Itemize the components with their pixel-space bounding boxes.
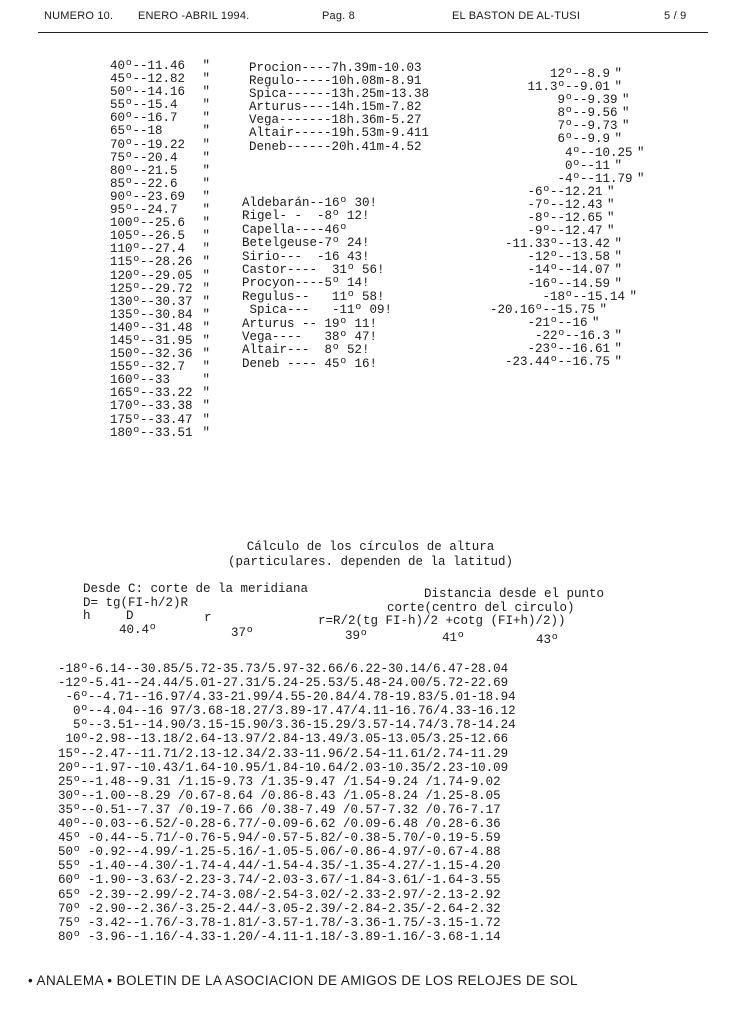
value-text: 75º--20.4 bbox=[110, 150, 178, 165]
desde-c-label: Desde C: corte de la meridiana bbox=[83, 582, 309, 596]
latitude-value-row bbox=[110, 178, 210, 191]
ditto-mark: " bbox=[202, 373, 210, 388]
latitude-value-row bbox=[110, 322, 210, 335]
star-declination-row: Rigel- - -8º 12! bbox=[242, 209, 370, 224]
altitude-circles-table bbox=[58, 662, 516, 944]
value-text: -22º--16.3 bbox=[490, 328, 611, 343]
ditto-mark: " bbox=[202, 347, 210, 362]
ditto-mark: " bbox=[614, 355, 623, 370]
ditto-mark: " bbox=[202, 268, 210, 283]
value-text: 95º--24.7 bbox=[110, 203, 178, 218]
value-text: 150º--32.36 bbox=[110, 347, 193, 362]
value-text: 115º--28.26 bbox=[110, 255, 193, 270]
ditto-mark: " bbox=[202, 412, 210, 427]
value-text: 55º--15.4 bbox=[110, 98, 178, 113]
star-times-list bbox=[249, 62, 429, 154]
ditto-mark: " bbox=[202, 189, 210, 204]
table-row: 0º--4.04--16 97/3.68-18.27/3.89-17.47/4.11-16.76/4.33-16.12 bbox=[58, 704, 516, 719]
value-text: -4º--11.79 bbox=[490, 171, 633, 186]
value-text: 155º--32.7 bbox=[110, 360, 186, 375]
formula-d: D= tg(FI-h/2)R bbox=[83, 596, 189, 610]
value-text: 160º--33 bbox=[110, 373, 171, 388]
latitude-values-list bbox=[110, 60, 210, 440]
star-declination-row: Sirio--- -16 43! bbox=[242, 249, 370, 264]
ditto-mark: " bbox=[607, 211, 615, 226]
page-number: Pag. 8 bbox=[322, 10, 356, 22]
footer-bullet-left: • bbox=[28, 973, 34, 988]
star-time-row: Regulo-----10h.08m-8.91 bbox=[249, 74, 422, 89]
value-text: 140º--31.48 bbox=[110, 320, 193, 335]
ditto-mark: " bbox=[614, 158, 623, 173]
value-text: 165º--33.22 bbox=[110, 386, 193, 401]
value-text: -8º--12.65 bbox=[490, 211, 603, 226]
value-text: 110º--27.4 bbox=[110, 242, 186, 257]
table-row: 45º -0.44--5.71/-0.76-5.94/-0.57-5.82/-0.38-5.70/-0.19-5.59 bbox=[58, 831, 501, 846]
lat-43-label: 43º bbox=[536, 633, 559, 647]
table-row: 35º--0.51--7.37 /0.19-7.66 /0.38-7.49 /0.57-7.32 /0.76-7.17 bbox=[58, 802, 501, 817]
star-declinations-list bbox=[242, 197, 392, 371]
ditto-mark: " bbox=[614, 250, 623, 265]
star-declination-row: Altair--- 8º 52! bbox=[242, 343, 370, 358]
col-h-label: h bbox=[83, 609, 91, 623]
ditto-mark: " bbox=[202, 98, 210, 113]
section-title: Cálculo de los círculos de altura bbox=[246, 540, 495, 554]
ditto-mark: " bbox=[202, 203, 210, 218]
value-text: 170º--33.38 bbox=[110, 399, 193, 414]
table-row: -18º-6.14--30.85/5.72-35.73/5.97-32.66/6.22-30.14/6.47-28.04 bbox=[58, 662, 509, 676]
value-text: -18º--15.14 bbox=[490, 289, 626, 304]
table-row: 15º--2.47--11.71/2.13-12.34/2.33-11.96/2.54-11.61/2.74-11.29 bbox=[58, 746, 509, 761]
ditto-mark: " bbox=[614, 237, 623, 252]
star-declination-row: Spica--- -11º 09! bbox=[242, 303, 393, 318]
value-text: 105º--26.5 bbox=[110, 229, 186, 244]
table-row: 65º -2.39--2.99/-2.74-3.08/-2.54-3.02/-2.33-2.97/-2.13-2.92 bbox=[58, 887, 501, 902]
table-row: 55º -1.40--4.30/-1.74-4.44/-1.54-4.35/-1.35-4.27/-1.15-4.20 bbox=[58, 859, 501, 874]
formula-r: r=R/2(tg FI-h)/2 +cotg (FI+h)/2)) bbox=[318, 614, 566, 628]
lat-39-label: 39º bbox=[345, 629, 368, 643]
col-D-label: D bbox=[126, 609, 134, 623]
value-text: 11.3º--9.01 bbox=[490, 80, 611, 95]
table-row: 75º -3.42--1.76/-3.78-1.81/-3.57-1.78/-3.36-1.75/-3.15-1.72 bbox=[58, 915, 501, 930]
latitude-value-row bbox=[110, 256, 210, 269]
value-text: 175º--33.47 bbox=[110, 412, 193, 427]
value-text: 45º--12.82 bbox=[110, 72, 186, 87]
lat-41-label: 41º bbox=[442, 631, 465, 645]
value-text: 9º--9.39 bbox=[490, 93, 618, 108]
star-declination-row: Castor---- 31º 56! bbox=[242, 262, 385, 277]
value-text: 60º--16.7 bbox=[110, 111, 178, 126]
value-text: -14º--14.07 bbox=[490, 263, 611, 278]
ditto-mark: " bbox=[614, 276, 623, 291]
ditto-mark: " bbox=[637, 171, 645, 186]
latitude-value-row bbox=[110, 283, 210, 296]
latitude-value-row bbox=[110, 309, 210, 322]
footer bbox=[28, 973, 578, 988]
lat-40-label: 40.4º bbox=[119, 623, 157, 637]
ditto-mark: " bbox=[202, 72, 210, 87]
star-declination-row: Aldebarán--16º 30! bbox=[242, 196, 378, 210]
article-part: 5 / 9 bbox=[664, 10, 687, 22]
value-text: -23º--16.61 bbox=[490, 341, 611, 356]
footer-bullet-right: • bbox=[107, 973, 113, 988]
ditto-mark: " bbox=[599, 302, 608, 317]
table-row: 70º -2.90--2.36/-3.25-2.44/-3.05-2.39/-2.84-2.35/-2.64-2.32 bbox=[58, 901, 501, 916]
latitude-value-row bbox=[110, 270, 210, 283]
ditto-mark: " bbox=[202, 229, 210, 244]
footer-text: BOLETIN DE LA ASOCIACION DE AMIGOS DE LOS RELOJES DE SOL bbox=[116, 973, 578, 988]
table-row: 5º--3.51--14.90/3.15-15.90/3.36-15.29/3.57-14.74/3.78-14.24 bbox=[58, 718, 516, 733]
value-text: 65º--18 bbox=[110, 124, 163, 139]
star-declination-row: Vega---- 38º 47! bbox=[242, 329, 378, 344]
table-row: 60º -1.90--3.63/-2.23-3.74/-2.03-3.67/-1.84-3.61/-1.64-3.55 bbox=[58, 873, 501, 888]
ditto-mark: " bbox=[614, 67, 623, 81]
declination-values-list bbox=[490, 68, 645, 369]
star-time-row: Spica------13h.25m-13.38 bbox=[249, 87, 430, 102]
value-text: 8º--9.56 bbox=[490, 106, 618, 121]
ditto-mark: " bbox=[202, 111, 210, 126]
ditto-mark: " bbox=[202, 360, 210, 375]
value-text: 80º--21.5 bbox=[110, 163, 178, 178]
ditto-mark: " bbox=[202, 163, 210, 178]
table-row: 50º -0.92--4.99/-1.25-5.16/-1.05-5.06/-0.86-4.97/-0.67-4.88 bbox=[58, 845, 501, 860]
star-declination-row: Procyon----5º 14! bbox=[242, 276, 370, 291]
ditto-mark: " bbox=[202, 320, 210, 335]
value-text: -6º--12.21 bbox=[490, 184, 603, 199]
star-time-row: Procion----7h.39m-10.03 bbox=[249, 61, 422, 75]
ditto-mark: " bbox=[202, 216, 210, 231]
ditto-mark: " bbox=[202, 59, 210, 73]
ditto-mark: " bbox=[622, 119, 630, 134]
star-declination-row: Deneb ---- 45º 16! bbox=[242, 356, 378, 371]
star-time-row: Arturus----14h.15m-7.82 bbox=[249, 100, 422, 115]
ditto-mark: " bbox=[202, 137, 210, 152]
table-row: 40º--0.03--6.52/-0.28-6.77/-0.09-6.62 /0.09-6.48 /0.28-6.36 bbox=[58, 817, 501, 832]
ditto-mark: " bbox=[202, 307, 210, 322]
value-text: 130º--30.37 bbox=[110, 294, 193, 309]
declination-value-row bbox=[490, 356, 645, 369]
ditto-mark: " bbox=[202, 333, 210, 348]
value-text: 100º--25.6 bbox=[110, 216, 186, 231]
star-time-row: Vega-------18h.36m-5.27 bbox=[249, 113, 422, 128]
table-row: 10º-2.98--13.18/2.64-13.97/2.84-13.49/3.05-13.05/3.25-12.66 bbox=[58, 732, 509, 747]
section-subtitle: (particulares. dependen de la latitud) bbox=[227, 555, 514, 569]
ditto-mark: " bbox=[607, 197, 615, 212]
article-title: EL BASTON DE AL-TUSI bbox=[452, 10, 581, 22]
ditto-mark: " bbox=[614, 341, 623, 356]
value-text: 7º--9.73 bbox=[490, 119, 618, 134]
ditto-mark: " bbox=[614, 263, 623, 278]
latitude-value-row bbox=[110, 414, 210, 427]
ditto-mark: " bbox=[629, 289, 638, 304]
value-text: 50º--14.16 bbox=[110, 85, 186, 100]
value-text: 125º--29.72 bbox=[110, 281, 193, 296]
value-text: -20.16º--15.75 bbox=[490, 302, 596, 317]
ditto-mark: " bbox=[614, 328, 623, 343]
latitude-value-row bbox=[110, 165, 210, 178]
ditto-mark: " bbox=[607, 224, 615, 239]
latitude-value-row bbox=[110, 296, 210, 309]
latitude-value-row bbox=[110, 125, 210, 138]
ditto-mark: " bbox=[202, 399, 210, 414]
value-text: -16º--14.59 bbox=[490, 276, 611, 291]
col-r-label: r bbox=[204, 611, 212, 625]
value-text: 0º--11 bbox=[490, 158, 611, 173]
ditto-mark: " bbox=[592, 315, 600, 330]
ditto-mark: " bbox=[614, 132, 623, 147]
ditto-mark: " bbox=[202, 255, 210, 270]
issue-number: NUMERO 10. bbox=[44, 10, 114, 22]
value-text: 12º--8.9 bbox=[490, 67, 611, 81]
table-row: 20º--1.97--10.43/1.64-10.95/1.84-10.64/2.03-10.35/2.23-10.09 bbox=[58, 760, 509, 775]
value-text: -12º--13.58 bbox=[490, 250, 611, 265]
ditto-mark: " bbox=[637, 145, 645, 160]
distancia-label-2: corte(centro del circulo) bbox=[387, 601, 575, 615]
table-row: 30º--1.00--8.29 /0.67-8.64 /0.86-8.43 /1.05-8.24 /1.25-8.05 bbox=[58, 788, 501, 803]
value-text: -23.44º--16.75 bbox=[490, 355, 611, 370]
ditto-mark: " bbox=[202, 425, 210, 440]
star-declination-row: Arturus -- 19º 11! bbox=[242, 316, 378, 331]
star-declination-row: Capella----46º bbox=[242, 222, 348, 237]
value-text: -9º--12.47 bbox=[490, 224, 603, 239]
ditto-mark: " bbox=[607, 184, 615, 199]
ditto-mark: " bbox=[202, 124, 210, 139]
value-text: 90º--23.69 bbox=[110, 189, 186, 204]
latitude-value-row bbox=[110, 427, 210, 440]
latitude-value-row bbox=[110, 139, 210, 152]
table-row: -6º--4.71--16.97/4.33-21.99/4.55-20.84/4.78-19.83/5.01-18.94 bbox=[58, 690, 516, 705]
value-text: 4º--10.25 bbox=[490, 145, 633, 160]
value-text: 40º--11.46 bbox=[110, 59, 186, 73]
ditto-mark: " bbox=[622, 93, 630, 108]
ditto-mark: " bbox=[202, 176, 210, 191]
table-row: 25º--1.48--9.31 /1.15-9.73 /1.35-9.47 /1.54-9.24 /1.74-9.02 bbox=[58, 774, 501, 789]
ditto-mark: " bbox=[614, 80, 623, 95]
footer-journal: ANALEMA bbox=[36, 973, 104, 988]
issue-date: ENERO -ABRIL 1994. bbox=[138, 10, 250, 22]
value-text: 70º--19.22 bbox=[110, 137, 186, 152]
distancia-label-1: Distancia desde el punto bbox=[424, 587, 605, 601]
value-text: -7º--12.43 bbox=[490, 197, 603, 212]
latitude-value-row bbox=[110, 400, 210, 413]
value-text: 120º--29.05 bbox=[110, 268, 193, 283]
value-text: 6º--9.9 bbox=[490, 132, 611, 147]
star-time-row: Deneb------20h.41m-4.52 bbox=[249, 139, 422, 154]
value-text: 135º--30.84 bbox=[110, 307, 193, 322]
value-text: 85º--22.6 bbox=[110, 176, 178, 191]
star-declination-row: Betelgeuse-7º 24! bbox=[242, 236, 370, 251]
latitude-value-row bbox=[110, 152, 210, 165]
ditto-mark: " bbox=[202, 150, 210, 165]
ditto-mark: " bbox=[622, 106, 630, 121]
star-time-row: Altair-----19h.53m-9.411 bbox=[249, 126, 430, 141]
value-text: -11.33º--13.42 bbox=[490, 237, 611, 252]
lat-37-label: 37º bbox=[231, 626, 254, 640]
table-row: -12º-5.41--24.44/5.01-27.31/5.24-25.53/5.48-24.00/5.72-22.69 bbox=[58, 676, 509, 691]
table-row: 80º -3.96--1.16/-4.33-1.20/-4.11-1.18/-3.89-1.16/-3.68-1.14 bbox=[58, 929, 501, 944]
value-text: -21º--16 bbox=[490, 315, 588, 330]
header-rule bbox=[38, 32, 708, 33]
ditto-mark: " bbox=[202, 281, 210, 296]
ditto-mark: " bbox=[202, 294, 210, 309]
value-text: 145º--31.95 bbox=[110, 333, 193, 348]
ditto-mark: " bbox=[202, 85, 210, 100]
value-text: 180º--33.51 bbox=[110, 425, 193, 440]
star-declination-row: Regulus-- 11º 58! bbox=[242, 289, 385, 304]
ditto-mark: " bbox=[202, 242, 210, 257]
ditto-mark: " bbox=[202, 386, 210, 401]
